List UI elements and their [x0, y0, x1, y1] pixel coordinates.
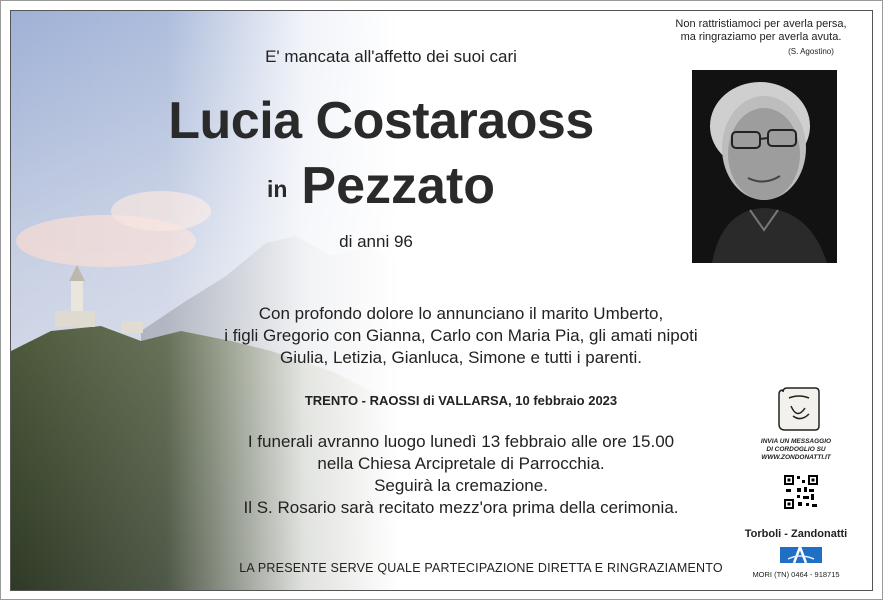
intro-text: E' mancata all'affetto dei suoi cari — [265, 47, 517, 66]
footer-text: LA PRESENTE SERVE QUALE PARTECIPAZIONE DIRETTA E RINGRAZIAMENTO — [239, 561, 723, 575]
quote-line: Non rattristiamoci per averla persa, — [675, 18, 847, 30]
quote — [651, 18, 871, 44]
funeral-line: I funerali avranno luogo lunedì 13 febbraio alle ore 15.00 — [247, 432, 675, 451]
funeral-line: Il S. Rosario sarà recitato mezz'ora prima della cerimonia. — [243, 498, 679, 517]
announcement-line: Con profondo dolore lo annunciano il marito Umberto, — [258, 304, 664, 323]
funeral-line: Seguirà la cremazione. — [374, 476, 548, 495]
notice-card — [10, 10, 873, 591]
place-date: TRENTO - RAOSSI di VALLARSA, 10 febbraio 2023 — [304, 393, 618, 408]
announcement — [181, 303, 741, 369]
age-text: di anni 96 — [339, 232, 413, 251]
announcement-line: Giulia, Letizia, Gianluca, Simone e tutti i parenti. — [280, 348, 642, 367]
condolence-link[interactable]: WWW.ZONDONATTI.IT — [761, 454, 831, 461]
scroll-icon — [775, 384, 823, 434]
in-word: in — [266, 175, 288, 202]
agency-name: Torboli - Zandonatti — [744, 528, 848, 540]
deceased-married-name — [211, 156, 551, 216]
funeral-line: nella Chiesa Arcipretale di Parrocchia. — [317, 454, 605, 473]
announcement-line: i figli Gregorio con Gianna, Carlo con Maria Pia, gli amati nipoti — [224, 326, 698, 345]
quote-line: ma ringraziamo per averla avuta. — [680, 31, 842, 43]
agency-contact: MORI (TN) 0464 - 918715 — [752, 570, 840, 579]
funeral-details — [181, 431, 741, 519]
condolence-message — [746, 438, 846, 462]
quote-source: (S. Agostino) — [788, 47, 834, 56]
deceased-name: Lucia Costaraoss — [168, 92, 594, 150]
married-surname: Pezzato — [301, 157, 496, 215]
portrait-photo — [692, 70, 837, 263]
agency-logo-icon — [780, 543, 822, 565]
condolence-line: INVIA UN MESSAGGIO — [760, 438, 832, 445]
condolence-line: DI CORDOGLIO SU — [766, 446, 826, 453]
qr-code-icon[interactable] — [783, 474, 819, 510]
